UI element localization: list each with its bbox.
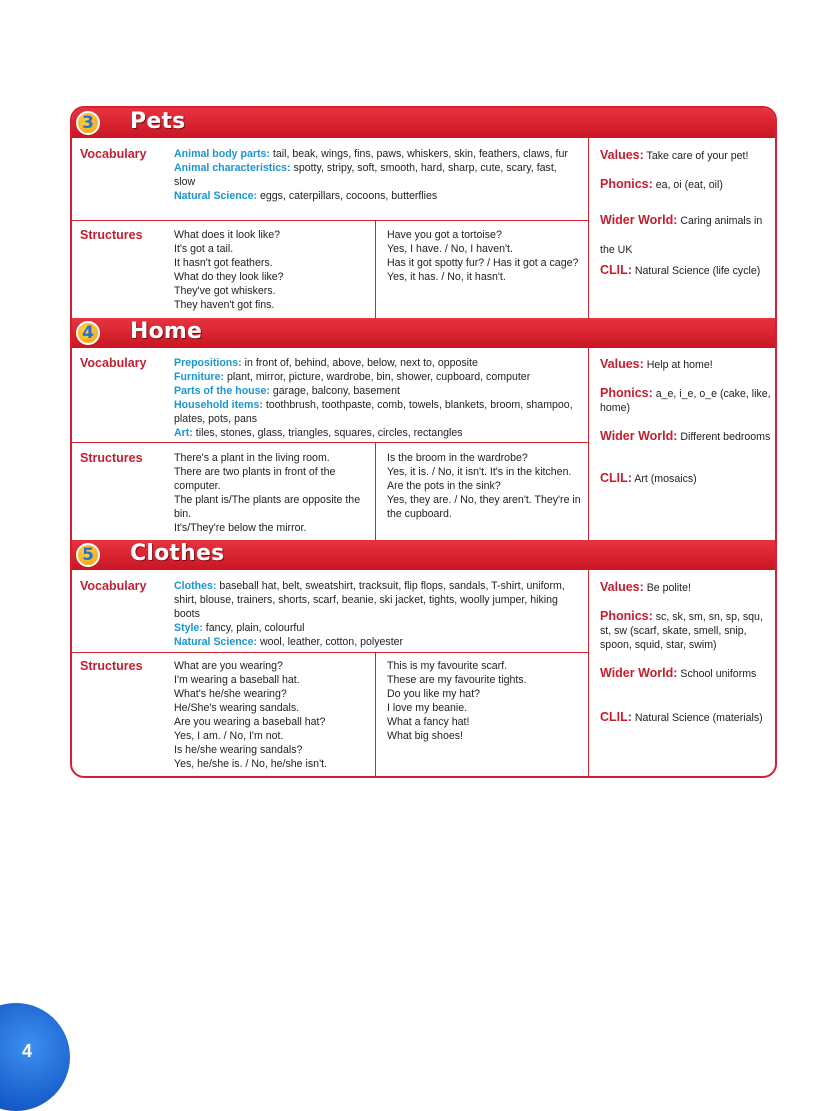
unit-number-badge: 5 <box>76 543 100 567</box>
structure-line: What's he/she wearing? <box>174 688 287 700</box>
vocab-key: Parts of the house: <box>174 385 270 397</box>
vocab-text: fancy, plain, colourful <box>202 622 305 634</box>
clil-key: CLIL: <box>600 471 632 485</box>
structure-line: Has it got spotty fur? / Has it got a cage? <box>387 257 579 269</box>
wider-world-line <box>600 666 772 681</box>
vocab-key: Household items: <box>174 399 263 411</box>
structures-label: Structures <box>80 451 143 465</box>
unit-number-badge: 4 <box>76 321 100 345</box>
unit-number-badge: 3 <box>76 111 100 135</box>
vocabulary-cell <box>174 356 579 440</box>
phonics-key: Phonics: <box>600 609 653 623</box>
divider <box>72 442 588 443</box>
structures-left-cell <box>174 659 370 771</box>
vocab-text: tiles, stones, glass, triangles, squares, circles, rectangles <box>192 427 463 439</box>
vocab-line <box>174 370 579 384</box>
vocabulary-cell <box>174 579 579 649</box>
vocab-key: Art: <box>174 427 193 439</box>
phonics-text: ea, oi (eat, oil) <box>655 179 723 191</box>
structures-left-cell <box>174 228 370 312</box>
structure-line: The plant is/The plants are opposite the bin. <box>174 494 361 520</box>
vocabulary-label: Vocabulary <box>80 147 147 161</box>
structure-line: These are my favourite tights. <box>387 674 527 686</box>
clil-line <box>600 263 772 278</box>
structure-line: Is he/she wearing sandals? <box>174 744 303 756</box>
structures-label: Structures <box>80 228 143 242</box>
structure-line: They haven't got fins. <box>174 299 275 311</box>
wider-world-line <box>600 429 772 444</box>
structure-line: What a fancy hat! <box>387 716 470 728</box>
structure-line: Yes, it has. / No, it hasn't. <box>387 271 506 283</box>
structures-right-cell <box>387 228 584 284</box>
structure-line: It's/They're below the mirror. <box>174 522 307 534</box>
structure-line: It hasn't got feathers. <box>174 257 273 269</box>
values-line <box>600 580 772 595</box>
unit-3 <box>72 108 775 318</box>
vocab-line <box>174 426 579 440</box>
structure-line: Yes, it is. / No, it isn't. It's in the kitchen. <box>387 466 572 478</box>
wider-world-text: School uniforms <box>680 668 757 680</box>
structure-line: I love my beanie. <box>387 702 468 714</box>
wider-world-key: Wider World: <box>600 666 678 680</box>
structure-line: There's a plant in the living room. <box>174 452 330 464</box>
values-line <box>600 357 772 372</box>
unit-header-band <box>72 108 775 138</box>
unit-title: Home <box>130 319 203 344</box>
vocab-line <box>174 384 579 398</box>
values-text: Be polite! <box>646 582 691 594</box>
structure-line: Yes, I have. / No, I haven't. <box>387 243 513 255</box>
divider <box>588 138 589 318</box>
structure-line: Yes, I am. / No, I'm not. <box>174 730 284 742</box>
structure-line: What does it look like? <box>174 229 280 241</box>
structure-line: They've got whiskers. <box>174 285 276 297</box>
phonics-key: Phonics: <box>600 177 653 191</box>
unit-title: Pets <box>130 109 186 134</box>
structure-line: Yes, he/she is. / No, he/she isn't. <box>174 758 327 770</box>
clil-line <box>600 710 772 725</box>
phonics-line <box>600 609 772 652</box>
vocab-text: spotty, stripy, soft, smooth, hard, sharp, cute, scary, fast, slow <box>174 162 557 188</box>
syllabus-table <box>70 106 777 778</box>
vocab-text: eggs, caterpillars, cocoons, butterflies <box>257 190 438 202</box>
values-key: Values: <box>600 580 644 594</box>
divider <box>588 570 589 776</box>
divider <box>375 220 376 318</box>
values-key: Values: <box>600 357 644 371</box>
values-key: Values: <box>600 148 644 162</box>
phonics-line <box>600 386 772 415</box>
divider <box>72 220 588 221</box>
values-text: Help at home! <box>646 359 713 371</box>
wider-world-key: Wider World: <box>600 429 678 443</box>
vocabulary-label: Vocabulary <box>80 356 147 370</box>
structure-line: Do you like my hat? <box>387 688 481 700</box>
page-number-badge <box>0 1003 70 1111</box>
vocab-key: Clothes: <box>174 580 217 592</box>
vocab-text: baseball hat, belt, sweatshirt, tracksuit, flip flops, sandals, T-shirt, uniform, shirt, blouse, trainers, shorts, scarf, beanie, ski jacket, tights, woolly jumper, hiking boots <box>174 580 565 620</box>
structure-line: He/She's wearing sandals. <box>174 702 300 714</box>
wider-world-line <box>600 206 772 265</box>
vocabulary-cell <box>174 147 579 203</box>
divider <box>375 652 376 776</box>
unit-4 <box>72 318 775 540</box>
unit-header-band <box>72 318 775 348</box>
structure-line: What are you wearing? <box>174 660 283 672</box>
clil-text: Natural Science (materials) <box>634 712 763 724</box>
vocab-text: tail, beak, wings, fins, paws, whiskers, skin, feathers, claws, fur <box>269 148 568 160</box>
wider-world-key: Wider World: <box>600 213 678 227</box>
structure-line: There are two plants in front of the computer. <box>174 466 336 492</box>
clil-text: Art (mosaics) <box>634 473 697 485</box>
vocab-line <box>174 621 579 635</box>
vocab-text: garage, balcony, basement <box>269 385 400 397</box>
vocab-key: Furniture: <box>174 371 225 383</box>
wider-world-text: Caring animals in the UK <box>600 215 763 256</box>
vocab-line <box>174 147 579 161</box>
structure-line: Is the broom in the wardrobe? <box>387 452 528 464</box>
structure-line: Yes, they are. / No, they aren't. They're in the cupboard. <box>387 494 581 520</box>
structure-line: What do they look like? <box>174 271 284 283</box>
vocab-line <box>174 398 579 426</box>
phonics-text: sc, sk, sm, sn, sp, squ, st, sw (scarf, skate, smell, snip, spoon, squid, star, swim) <box>600 611 763 651</box>
vocab-key: Prepositions: <box>174 357 242 369</box>
structure-line: It's got a tail. <box>174 243 234 255</box>
vocab-key: Animal characteristics: <box>174 162 291 174</box>
structure-line: What big shoes! <box>387 730 463 742</box>
structure-line: Have you got a tortoise? <box>387 229 502 241</box>
clil-line <box>600 471 772 486</box>
structure-line: Are the pots in the sink? <box>387 480 501 492</box>
vocab-key: Natural Science: <box>174 636 258 648</box>
vocab-key: Animal body parts: <box>174 148 270 160</box>
phonics-line <box>600 177 772 192</box>
divider <box>72 652 588 653</box>
vocab-text: wool, leather, cotton, polyester <box>257 636 404 648</box>
values-line <box>600 148 772 163</box>
structure-line: I'm wearing a baseball hat. <box>174 674 300 686</box>
structures-label: Structures <box>80 659 143 673</box>
phonics-key: Phonics: <box>600 386 653 400</box>
values-text: Take care of your pet! <box>646 150 749 162</box>
clil-key: CLIL: <box>600 263 632 277</box>
vocab-line <box>174 635 579 649</box>
structure-line: Are you wearing a baseball hat? <box>174 716 326 728</box>
clil-text: Natural Science (life cycle) <box>634 265 761 277</box>
divider <box>588 348 589 540</box>
structure-line: This is my favourite scarf. <box>387 660 508 672</box>
vocab-key: Style: <box>174 622 203 634</box>
vocab-text: plant, mirror, picture, wardrobe, bin, shower, cupboard, computer <box>224 371 531 383</box>
unit-5 <box>72 540 775 776</box>
vocab-text: in front of, behind, above, below, next to, opposite <box>241 357 478 369</box>
vocab-key: Natural Science: <box>174 190 258 202</box>
structures-right-cell <box>387 659 584 743</box>
structures-right-cell <box>387 451 584 521</box>
vocab-line <box>174 161 579 189</box>
unit-header-band <box>72 540 775 570</box>
vocab-text: toothbrush, toothpaste, comb, towels, blankets, broom, shampoo, plates, pots, pans <box>174 399 573 425</box>
vocab-line <box>174 356 579 370</box>
structures-left-cell <box>174 451 370 535</box>
wider-world-text: Different bedrooms <box>680 431 771 443</box>
vocab-line <box>174 579 579 621</box>
divider <box>375 442 376 540</box>
clil-key: CLIL: <box>600 710 632 724</box>
vocab-line <box>174 189 579 203</box>
vocabulary-label: Vocabulary <box>80 579 147 593</box>
unit-title: Clothes <box>130 541 225 566</box>
phonics-text: a_e, i_e, o_e (cake, like, home) <box>600 388 771 414</box>
page-number: 4 <box>22 1041 33 1061</box>
